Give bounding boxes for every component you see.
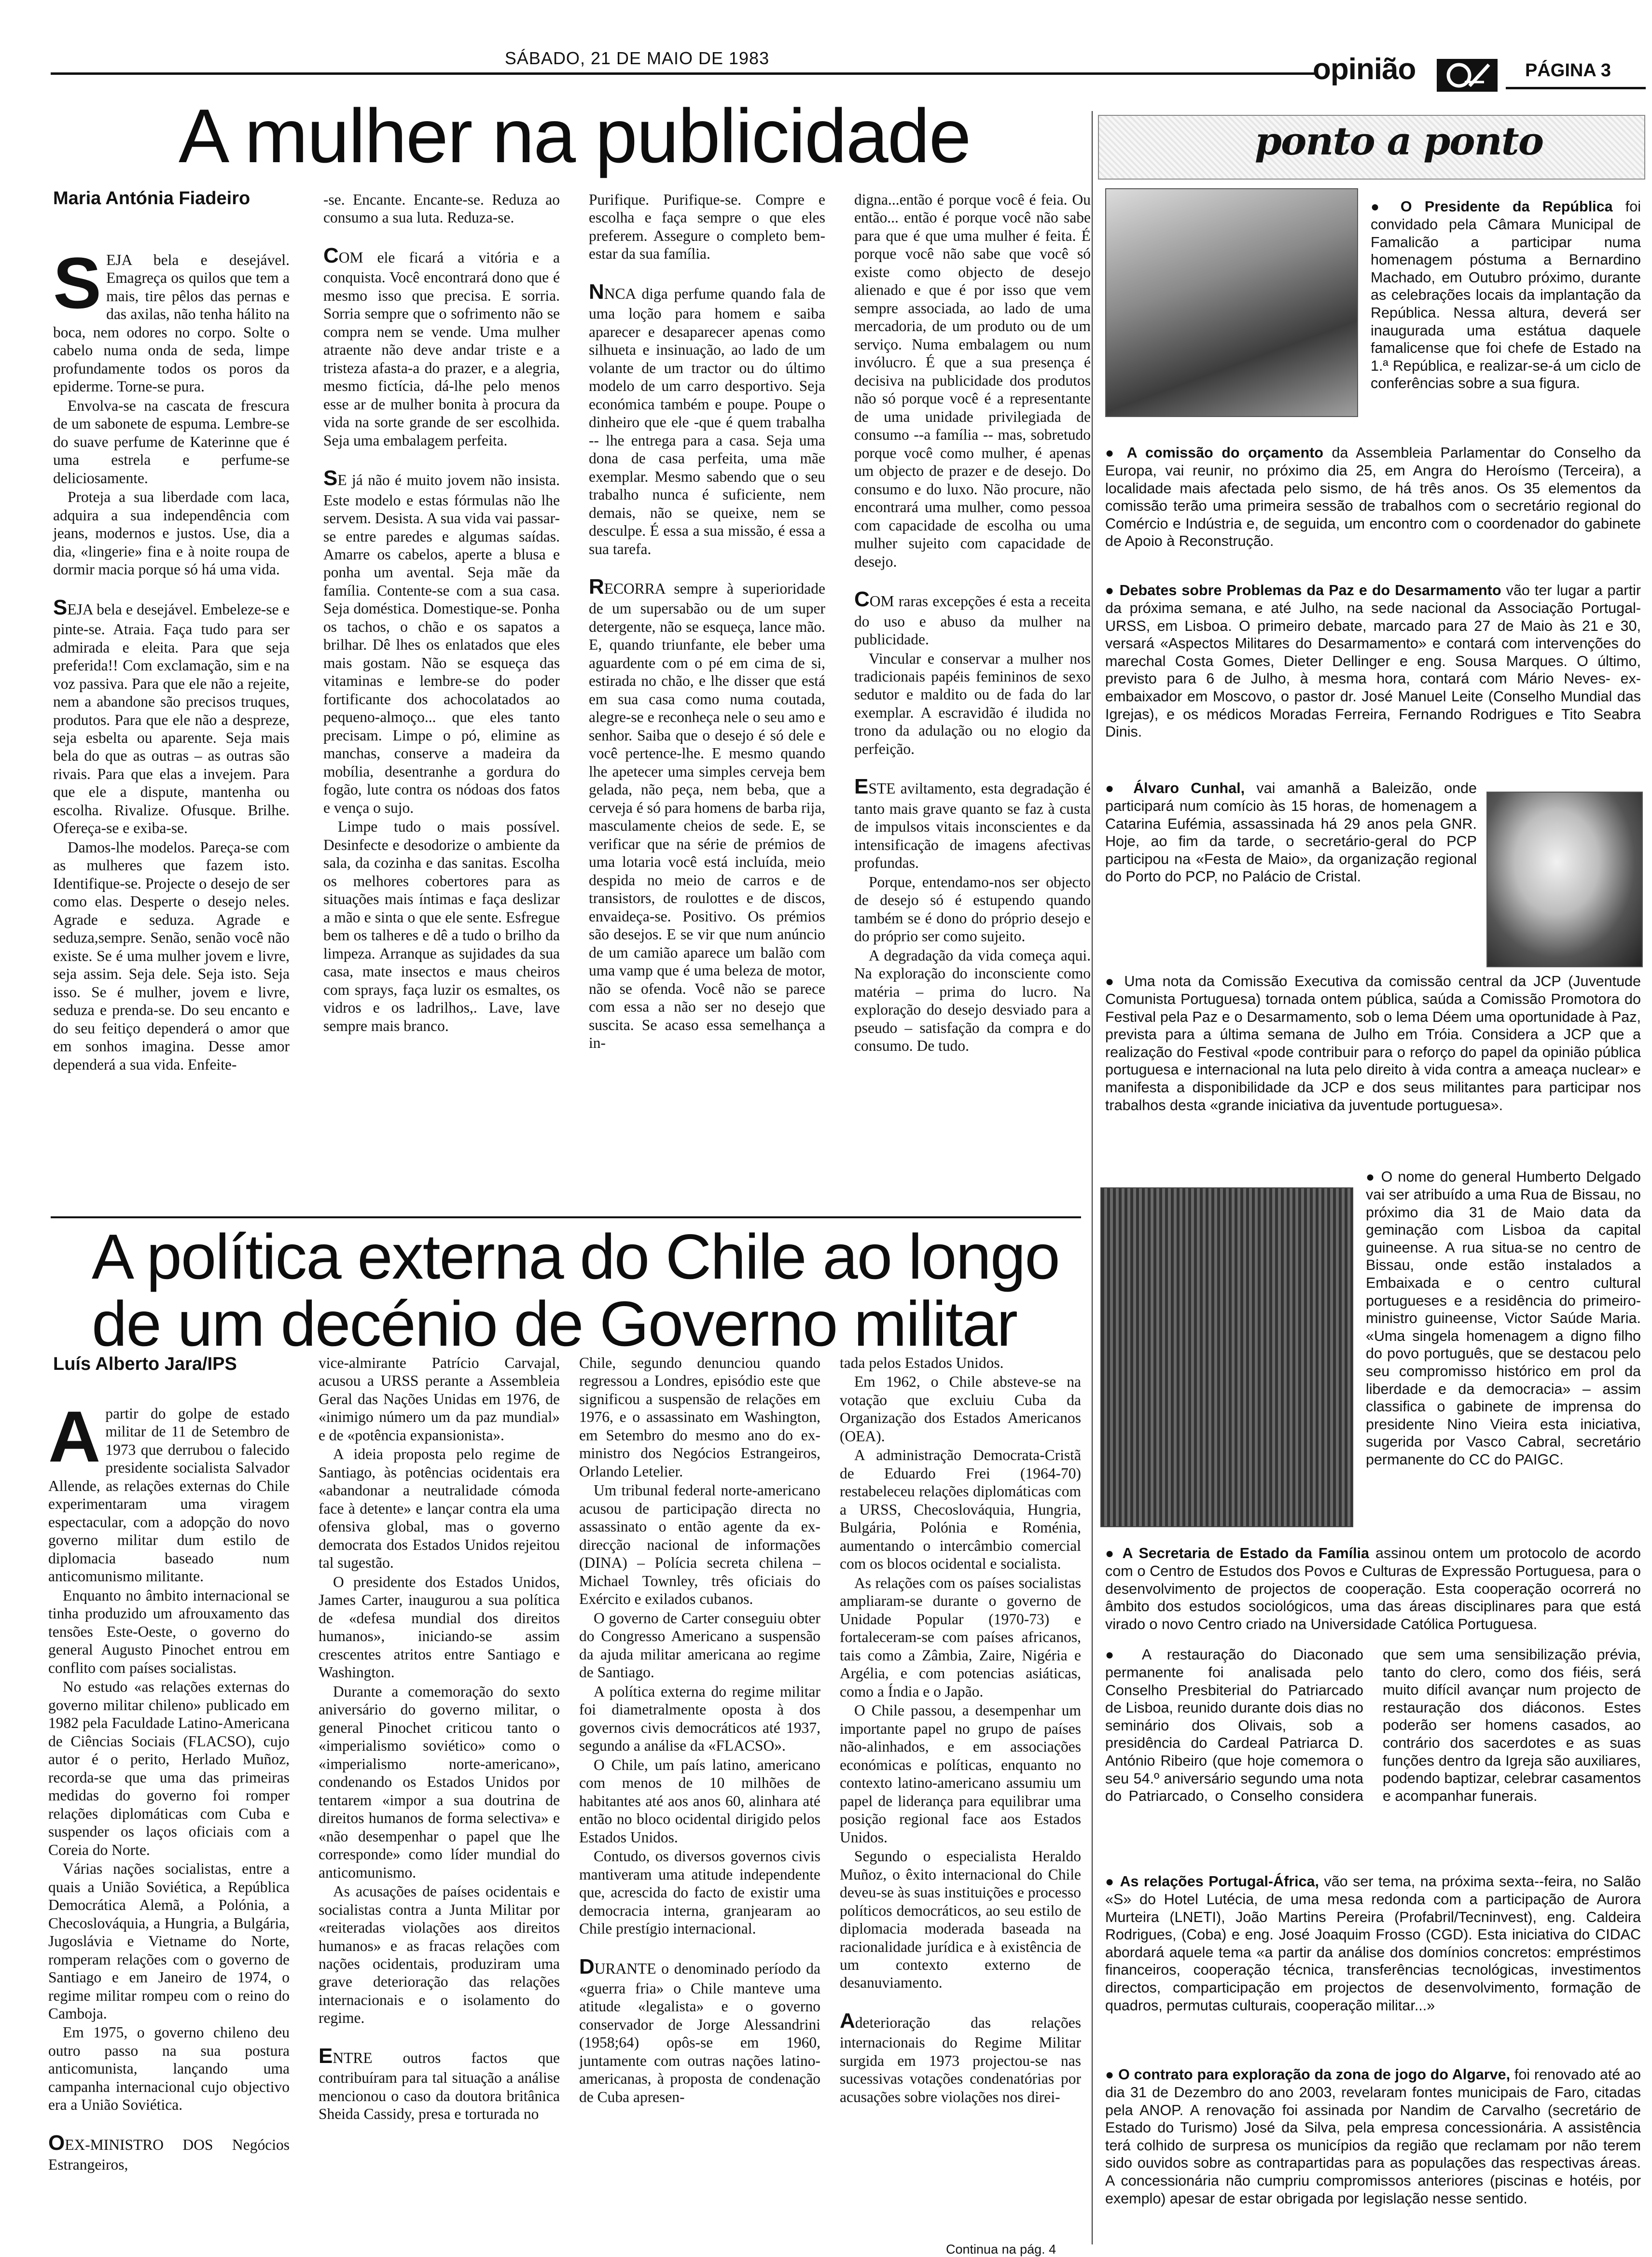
paragraph-text: O Chile passou, a desempenhar um importante papel no grupo de países não-alinhados, e em associações económicas e políticas, enquanto no contexto latino-americano assumiu um papel de liderança para equilibrar uma posição regional face aos Estados Unidos. [840,1702,1081,1846]
paragraph-text: digna...então é porque você é feia. Ou então... então é porque você não sabe para que é que uma mulher é feita. É porque você não sabe que você só existe como objecto de desejo alienado e que é por isso que vem sempre associada, ao lado de uma mercadoria, de um produto ou de um serviço. Numa embalagem ou num invólucro. É que a sua presença é decisiva na publicidade dos produtos não só porque você é a representante de uma unidade privilegiada de consumo --a família -- mas, sobretudo porque você como mulher, é apenas um objecto de prazer e de desejo. Do consumo e do luxo. Não procure, não encontrará uma mulher, como pessoa com capacidade de escolha ou uma mulher sujeito com capacidade de desejo. [854,191,1091,570]
article1-headline: A mulher na publicidade [179,94,971,179]
paragraph-text: O governo de Carter conseguiu obter do Congresso Americano a suspensão da ajuda militar americana ao regime de Santiago. [579,1609,820,1681]
paragraph [323,466,560,817]
paragraph-text: -se. Encante. Encante-se. Reduza ao consumo a sua luta. Reduza-se. [323,191,560,226]
paragraph-text: As acusações de países ocidentais e socialistas contra a Junta Militar por «reiteradas violações aos direitos humanos» e as fracas relações com nações ocidentais, produziram uma grave deterioração das relações internacionais e o isolamento do regime. [319,1883,560,2027]
paragraph [840,2008,1081,2106]
paragraph [840,1847,1081,1992]
masthead-date: SÁBADO, 21 DE MAIO DE 1983 [504,48,770,68]
paragraph-text: vice-almirante Patrício Carvajal, acusou a URSS perante a Assembleia Geral das Nações Unidas em 1976, de «inimigo número um da paz mundial» e de «potência expansionista». [319,1354,560,1444]
humberto-delgado-photo [1100,1187,1353,1527]
paragraph-text: NTRE outros factos que contribuíram para tal situação a análise mencionou o caso da doutora britânica Sheida Cassidy, presa e torturada no [319,2049,560,2123]
paragraph-text: Enquanto no âmbito internacional se tinha produzido um afrouxamento das tensões Este-Oeste, o governo do general Augusto Pinochet entrou em conflito com países socialistas. [48,1587,290,1676]
drop-cap: E [854,775,869,799]
paragraph [854,191,1091,571]
paragraph [48,1587,290,1677]
cunhal-photo [1486,792,1643,967]
paragraph-text: A ideia proposta pelo regime de Santiago, às potências ocidentais era «abandonar a neutralidade cómoda face à detente» e lançar contra ela uma ofensiva global, mas o governo democrata dos Estados Unidos rejeitou tal sugestão. [319,1446,560,1572]
page-number-rule [1506,87,1646,89]
drop-cap: R [589,575,604,599]
paragraph [48,2023,290,2114]
paragraph [319,2044,560,2123]
masthead-rule [51,72,1315,75]
paragraph [579,1954,820,2106]
paragraph-text: STE aviltamento, esta degradação é tanto mais grave quanto se faz à custa de impulsos vitais inconscientes e da intensificação de imagens afectivas profundas. [854,780,1091,872]
article2-headline: A política externa do Chile ao longo de um decénio de Governo militar [92,1221,1059,1359]
drop-cap: S [53,242,102,323]
sidebar-title: ponto a ponto [1255,118,1543,164]
paragraph-text: Contudo, os diversos governos civis mantiveram uma atitude independente que, acrescida do facto de existir uma democracia interna, granjearam ao Chile prestígio internacional. [579,1848,820,1937]
paragraph [319,1683,560,1881]
article1-column-1 [53,232,290,1074]
paragraph [319,1445,560,1572]
drop-cap: A [840,2008,855,2033]
paragraph [840,1446,1081,1573]
drop-cap: A [48,1396,101,1477]
article1-column-2 [323,191,560,1036]
page-number: PÁGINA 3 [1525,60,1611,81]
drop-cap: N [589,279,604,304]
paragraph-text: Damos-lhe modelos. Pareça-se com as mulheres que fazem isto. Identifique-se. Projecte o desejo de ser como elas. Desperte o desejo neles. Agrade e seduza. Agrade e seduza,sempre. Senão, senão você não existe. Se é uma mulher jovem e livre, seja assim. Seja dele. Seja isto. Seja isso. Se é mulher, jovem e livre, seduza e prenda-se. Do seu encanto e do seu feitiço dependerá o amor que em sonhos imagina. Desse amor dependerá a sua vida. Enfeite- [53,838,290,1073]
paragraph [319,1882,560,2027]
paragraph [579,1609,820,1682]
paragraph-text: Em 1975, o governo chileno deu outro passo na sua postura anticomunista, lançando uma campanha internacional cujo objectivo era a União Soviética. [48,2024,290,2114]
paragraph [840,1354,1081,1372]
drop-cap: D [579,1954,595,1978]
paragraph [854,774,1091,872]
section-name: opinião [1313,53,1416,86]
sidebar-item-3: ● Debates sobre Problemas da Paz e do Desarmamento vão ter lugar a partir da próxima semana, e até Julho, na sede nacional da Associação Portugal-URSS, em Lisboa. O primeiro debate, marcado para 27 de Maio às 21 e 30, versará «Aspectos Militares do Desarmamento» e contará com intervenções do marechal Costa Gomes, Dieter Dellinger e eng. Sousa Marques. O último, previsto para 6 de Julho, à mesma hora, contará com Mário Neves- ex-embaixador em Moscovo, o pastor dr. José Manuel Leite (Conselho Mundial das Igrejas), e os médicos Moradas Ferreira, Fernando Rodrigues e Tito Seabra Dinis. [1105,582,1641,740]
paragraph [48,1860,290,2022]
paragraph-text: Várias nações socialistas, entre a quais a União Soviética, a República Democrática Alemã, a Polónia, a Checoslováquia, a Hungria, a Bulgária, Jugoslávia e Vietname do Norte, romperam relações com o governo de Santiago e em Janeiro de 1974, o regime militar rompeu com o reino do Camboja. [48,1860,290,2022]
sidebar-item-10: ● O contrato para exploração da zona de jogo do Algarve, foi renovado até ao dia 31 de Dezembro do ano 2003, revelaram fontes municipais de Faro, citadas pela ANOP. A renovação foi assinada por Nandim de Carvalho (secretário de Estado do Turismo) José da Silva, pela empresa concessionária. A assistência terá colhido de surpresa os municípios da região que reclamam por não terem sido ouvidos sobre as contrapartidas para as populações das respectivas áreas. A concessionária não cumpriu compromissos anteriores (piscinas e hotéis, por exemplo) apesar de estar obrigada por legislação nesse sentido. [1105,2066,1641,2207]
sidebar-item-7-lead: A Secretaria de Estado da Família [1122,1545,1369,1561]
paragraph [579,1354,820,1480]
paragraph-text: A degradação da vida começa aqui. Na exploração do inconsciente como matéria – prima do lucro. Na exploração do desejo desviado para a pseudo – satisfação da compra e do consumo. De tudo. [854,947,1091,1055]
paragraph-text: OM ele ficará a vitória e a conquista. Você encontrará dono que é mesmo isso que precisa. E sorria. Sorria sempre que o sofrimento não se compra nem se vende. Uma mulher atraente não deve andar triste e a tristeza afasta-a do prazer, e a alegria, mesmo fictícia, dá-lhe pelo menos esse ar de mulher bonita à procura da vida na sorte grande de ser escolhida. Seja uma embalagem perfeita. [323,249,560,449]
paragraph-text: Proteja a sua liberdade com laca, adquira a sua independência com jeans, modernos e justos. Use, dia a dia, «lingerie» fina e à noite roupa de dormir macia porque só há uma vida. [53,488,290,578]
drop-cap: C [323,243,339,267]
sidebar-item-7: ● A Secretaria de Estado da Família assinou ontem um protocolo de acordo com o Centro de Estudos dos Povos e Culturas de Expressão Portuguesa, para o desenvolvimento de projectos de cooperação. Esta cooperação ocorrerá no âmbito dos estudos sociológicos, uma das áreas disciplinares para que está virado o novo Centro criado na Universidade Católica Portuguesa. [1105,1545,1641,1632]
paragraph-text: deterioração das relações internacionais do Regime Militar surgida em 1973 projectou-se nas sucessivas votações condenatórias por acusações sobre violações nos direi- [840,2014,1081,2105]
paragraph [579,1683,820,1755]
article2-column-2 [319,1354,560,2124]
paragraph [840,1574,1081,1700]
paragraph-text: tada pelos Estados Unidos. [840,1354,1004,1371]
paragraph-text: Porque, entendamo-nos ser objecto de desejo só é estupendo quando também se é dono do próprio desejo e do próprio ser como sujeito. [854,873,1091,945]
paragraph-text: ECORRA sempre à superioridade de um supersabão ou de um super detergente, não se esqueça, lance mão. E, quando triunfante, ele beber uma aguardente com o pé em cima de si, estirada no chão, e lhe disser que está em sua casa como numa coutada, alegre-se e reconheça nele o seu amo e senhor. Saiba que o desejo é só dele e você pertence-lhe. E mesmo quando lhe apetecer uma simples cerveja bem gelada, não peça, nem beba, que a cerveja é só para homens de barba rija, masculamente cheios de sede. E, se verificar que na série de prémios de uma lotaria você está incluída, meio despida no meio de carros e de transistors, de roulottes e de discos, envaideça-se. Positivo. Os prémios são desejos. E se vir que num anúncio de um camião aparece um balão com uma vamp que é uma beleza de motor, não se ofenda. Você não se parece com essa a não ser no desejo que suscita. Se acaso essa semelhança a in- [589,580,825,1052]
paragraph [854,587,1091,648]
drop-cap: O [48,2131,65,2155]
section-divider [51,1216,1081,1218]
sidebar-item-10-lead: O contrato para exploração da zona de jogo do Algarve, [1118,2066,1511,2083]
paragraph-text: Um tribunal federal norte-americano acusou de participação directa no assassinato o então agente da ex-direcção nacional de informações (DINA) – Polícia secreta chilena – Michael Townley, três oficiais do Exército e exilados cubanos. [579,1482,820,1608]
paragraph [579,1847,820,1937]
sidebar-item-4: ● Álvaro Cunhal, vai amanhã a Baleizão, onde participará num comício às 15 horas, de homenagem a Catarina Eufémia, assassinada há 29 anos pela GNR. Hoje, ao fim da tarde, o secretário-geral do PCP participou na «Festa de Maio», da organização regional do Porto do PCP, no Palácio de Cristal. [1105,780,1477,885]
sidebar-item-2-lead: A comissão do orçamento [1126,445,1323,461]
paragraph-text: A administração Democrata-Cristã de Eduardo Frei (1964-70) restabeleceu relações diplomáticas com a URSS, Checoslováquia, Hungria, Bulgária, Polónia e Roménia, aumentando o intercâmbio comercial com os blocos ocidental e socialista. [840,1447,1081,1573]
paragraph [589,574,825,1052]
paragraph-text: EJA bela e desejável. Embeleze-se e pinte-se. Atraia. Faça tudo para ser admirada e eleita. Para que seja preferida!! Com exclamação, sim e na voz passiva. Para que ele não a rejeite, nem a abandone são precisos truques, produtos. Para que ele não a despreze, seja esbelta ou aparente. Seja mais bela do que as outras – as outras são rivais. Para que elas a invejem. Para que ele a dispute, mantenha ou escolha. Rivalize. Ofusque. Brilhe. Ofereça-se e exiba-se. [53,600,290,837]
paragraph-text: EJA bela e desejável. Emagreça os quilos que tem a mais, tire pêlos das pernas e das axilas, não tenha hálito na boca, nem odores no corpo. Solte o cabelo numa onda de seda, limpe profundamente todos os poros da epiderme. Torne-se pura. [53,251,290,395]
paragraph-text: URANTE o denominado período da «guerra fria» o Chile manteve uma atitude «legalista» e o governo conservador de Jorge Alessandrini (1958;64) opôs-se em 1960, juntamente com outras nações latino-americanas, à proposta de condenação de Cuba apresen- [579,1960,820,2105]
paragraph-text: Limpe tudo o mais possível. Desinfecte e desodorize o ambiente da sala, da cozinha e das sanitas. Escolha os melhores cobertores para as situações mais íntimas e faça deslizar a mão e sinta o que ele sente. Esfregue bem os talheres e dê a tudo o brilho da limpeza. Arranque as sujidades da sua casa, mate insectos e maus cheiros com sprays, faça luzir os esmaltes, os vidros e os ladrilhos,. Lave, lave sempre mais branco. [323,818,560,1034]
paragraph-text: O presidente dos Estados Unidos, James Carter, inaugurou a sua política de «defesa mundial dos direitos humanos», iniciando-se assim crescentes atritos entre Santiago e Washington. [319,1573,560,1681]
paragraph [48,1396,290,1586]
drop-cap: S [323,466,338,490]
paragraph [840,1373,1081,1445]
paragraph [319,1573,560,1682]
paragraph [53,838,290,1073]
paragraph [579,1756,820,1846]
paragraph-text: No estudo «as relações externas do governo militar chileno» publicado em 1982 pela Faculdade Latino-Americana de Ciências Sociais (FLACSO), cujo autor é o perito, Herlado Muñoz, recorda-se que uma das primeiras medidas do governo foi romper relações diplomáticas com Cuba e suspender os laços oficiais com a Coreia do Norte. [48,1678,290,1858]
paragraph [53,488,290,578]
paragraph-text: Envolva-se na cascata de frescura de um sabonete de espuma. Lembre-se do suave perfume de Katerinne que é uma estrela e perfume-se deliciosamente. [53,397,290,487]
article2-column-3 [579,1354,820,2107]
paragraph [854,650,1091,758]
article2-column-4 [840,1354,1081,2107]
sidebar-item-1: ● O Presidente da República foi convidado pela Câmara Municipal de Famalicão a participar numa homenagem póstuma a Bernardino Machado, em Outubro próximo, durante as celebrações locais da implantação da República. Nessa altura, deverá ser inaugurada uma estátua daquele famalicense que foi chefe de Estado na 1.ª República, e realizar-se-á um ciclo de conferências sobre a sua figura. [1371,198,1641,392]
president-photo [1105,188,1358,417]
sidebar-item-2: ● A comissão do orçamento da Assembleia Parlamentar do Conselho da Europa, vai reunir, no próximo dia 25, em Angra do Heroísmo (Terceira), a localidade mais afectada pelo sismo, de há três anos. Os 35 elementos da comissão terão uma primeira sessão de trabalhos com o secretário regional do Comércio e Indústria e, de seguida, um encontro com o coordenador do gabinete de Apoio à Reconstrução. [1105,445,1641,550]
sidebar-item-9-lead: As relações Portugal-África, [1120,1873,1319,1890]
paragraph-text: Em 1962, o Chile absteve-se na votação que excluiu Cuba da Organização dos Estados Americanos (OEA). [840,1373,1081,1445]
paragraph [48,2131,290,2174]
newspaper-monogram-logo [1436,58,1499,93]
paragraph [589,279,825,558]
sidebar-item-3-lead: Debates sobre Problemas da Paz e do Desarmamento [1119,582,1501,599]
paragraph-text: NCA diga perfume quando fala de uma loção para homem e saiba aparecer e desaparecer apenas como silhueta e insinuação, ao lado de um volante de um tractor ou do último modelo de um carro desportivo. Seja económica também e poupe. Poupe o dinheiro que ele -que é quem trabalha -- lhe entrega para a casa. Seja uma dona de casa perfeita, uma mãe exemplar. Mesmo sabendo que o seu trabalho nunca é suficiente, nem demais, não se queixe, nem se desculpe. É essa a sua missão, é essa a sua tarefa. [589,285,825,557]
paragraph [53,397,290,487]
article2-column-1 [48,1385,290,2175]
paragraph-text: Segundo o especialista Heraldo Muñoz, o êxito internacional do Chile deveu-se às suas instituições e processo políticos democráticos, ao seu estilo de diplomacia moderada baseada na racionalidade jurídica e à existência de um contexto externo de desanuviamento. [840,1848,1081,1992]
paragraph-text: Purifique. Purifique-se. Compre e escolha e faça sempre o que eles preferem. Assegure o completo bem-estar da sua família. [589,191,825,263]
sidebar-item-5: ● Uma nota da Comissão Executiva da comissão central da JCP (Juventude Comunista Portuguesa) tornada ontem pública, saúda a Comissão Promotora do Festival pela Paz e o Desarmamento, sob o lema Déem uma oportunidade à Paz, prevista para a última semana de Julho em Tróia. Considera a JCP que a realização do Festival «pode contribuir para o reforço do papel da opinião pública portuguesa e internacional na luta pelo direito à vida contra a ameaça nuclear» e manifesta a disponibilidade da JCP e dos seus militantes para participar nos trabalhos desta «grande iniciativa da juventude portuguesa». [1105,973,1641,1114]
paragraph [48,1678,290,1859]
article1-column-4 [854,191,1091,1056]
continued-note: Continua na pág. 4 [946,2242,1056,2257]
paragraph [319,1354,560,1444]
paragraph [589,191,825,263]
paragraph-text: Chile, segundo denunciou quando regressou a Londres, episódio este que significou a suspensão de relações em 1976, e o assassinato em Washington, em Setembro do mesmo ano do ex-ministro dos Negócios Estrangeiros, Orlando Letelier. [579,1354,820,1480]
paragraph-text: E já não é muito jovem não insista. Este modelo e estas fórmulas não lhe servem. Desista. A sua vida vai passar-se entre paredes e algumas saídas. Amarre os cabelos, aperte a blusa e ponha um avental. Seja mãe da família. Contente-se com a sua casa. Seja doméstica. Domestique-se. Ponha os tachos, o chão e os sapatos a brilhar. Dê lhes os enlatados que eles mais gostam. Não se esqueça das vitaminas e lembre-se do poder fortificante dos achocolatados ao pequeno-almoço... que eles tanto precisam. Limpe o pó, elimine as manchas, conserve a madeira da mobília, desentranhe a gordura do fogão, lute contra os nódoas dos fatos e vença o sujo. [323,472,560,816]
paragraph [840,1701,1081,1846]
sidebar-item-4-lead: Álvaro Cunhal, [1133,780,1245,796]
paragraph [53,242,290,396]
paragraph-text: Vincular e conservar a mulher nos tradicionais papéis femininos de sexo sedutor e maldito ou de fada do lar exemplar. A escravidão é iludida no trono da adulação ou no elogio da perfeição. [854,650,1091,757]
paragraph [53,595,290,837]
paragraph [854,947,1091,1055]
article1-byline: Maria Antónia Fiadeiro [53,188,250,209]
article1-column-3 [589,191,825,1053]
sidebar-divider [1092,111,1093,2244]
paragraph [854,873,1091,946]
drop-cap: E [319,2044,333,2068]
sidebar-item-1-lead: O Presidente da República [1400,198,1613,215]
paragraph-text: EX-MINISTRO DOS Negócios Estrangeiros, [48,2136,290,2173]
sidebar-item-8: ● A restauração do Diaconado permanente foi analisada pelo Conselho Presbiterial do Patriarcado de Lisboa, reunido durante dois dias no seminário dos Olivais, sob a presidência do Cardeal Patriarca D. António Ribeiro (que hoje comemora o seu 54.º aniversário segundo uma nota do Patriarcado, o Conselho considera que sem uma sensibilização prévia, tanto do clero, como dos fiéis, será muito difícil avançar num projecto de restauração dos diáconos. Estes poderão ser homens casados, ao contrário dos sacerdotes e as suas funções dentro da Igreja são auxiliares, podendo baptizar, celebrar casamentos e acompanhar funerais. [1105,1646,1641,1805]
article2-byline: Luís Alberto Jara/IPS [53,1354,237,1374]
paragraph [579,1481,820,1608]
sidebar-item-6: ● O nome do general Humberto Delgado vai ser atribuído a uma Rua de Bissau, no próximo dia 31 de Maio data da geminação com Lisboa da capital guineense. A rua situa-se no centro de Bissau, onde estão instalados a Embaixada e o centro cultural portugueses e a residência do primeiro-ministro guineense, Victor Saúde Maria. «Uma singela homenagem a digno filho do povo português, que se destacou pelo seu compromisso histórico em prol da liberdade e da democracia» – assim classifica o gabinete de imprensa do presidente Nino Vieira esta iniciativa, sugerida por Vasco Cabral, secretário permanente do CC do PAIGC. [1366,1169,1641,1468]
paragraph-text: O Chile, um país latino, americano com menos de 10 milhões de habitantes até aos anos 60, alinhara até então no bloco ocidental dirigido pelos Estados Unidos. [579,1756,820,1846]
paragraph-text: OM raras excepções é esta a receita do uso e abuso da mulher na publicidade. [854,593,1091,648]
paragraph-text: Durante a comemoração do sexto aniversário do governo militar, o general Pinochet criticou tanto o «imperialismo soviético» como o «imperialismo norte-americano», condenando os Estados Unidos por tentarem «impor a sua doutrina de direitos humanos de forma selectiva» e «não desempenhar o papel que lhe corresponde» como líder mundial do anticomunismo. [319,1683,560,1881]
paragraph [323,818,560,1035]
drop-cap: C [854,587,870,612]
drop-cap: S [53,595,68,619]
sidebar-item-9: ● As relações Portugal-África, vão ser tema, na próxima sexta--feira, no Salão «S» do Hotel Lutécia, de uma mesa redonda com a participação de Aurora Murteira (LNETI), João Martins Pereira (Profabril/Tecninvest), eng. Caldeira Rodrigues, (Coba) e eng. José Joaquim Frosso (CGD). Esta iniciativa do CIDAC abordará aquele tema «a partir da análise dos domínios concretos: empréstimos financeiros, cooperação técnica, transferências tecnológicas, investimentos directos, comparticipação em projectos de desenvolvimento, formação de quadros, permutas culturais, cooperação militar...» [1105,1873,1641,2014]
paragraph-text: A política externa do regime militar foi diametralmente oposta à dos governos civis democráticos até 1937, segundo a análise da «FLACSO». [579,1683,820,1755]
paragraph-text: As relações com os países socialistas ampliaram-se durante o governo de Unidade Popular (1970-73) e fortaleceram-se com países africanos, tais como a Zâmbia, Zaire, Nigéria e Argélia, e com potencias asiáticas, como a Índia e o Japão. [840,1574,1081,1700]
paragraph [323,191,560,227]
paragraph [323,243,560,449]
paragraph-text: partir do golpe de estado militar de 11 de Setembro de 1973 que derrubou o falecido presidente socialista Salvador Allende, as relações externas do Chile experimentaram uma viragem espectacular, com a adopção do novo governo militar dum estilo de diplomacia baseado num anticomunismo militante. [48,1405,290,1585]
